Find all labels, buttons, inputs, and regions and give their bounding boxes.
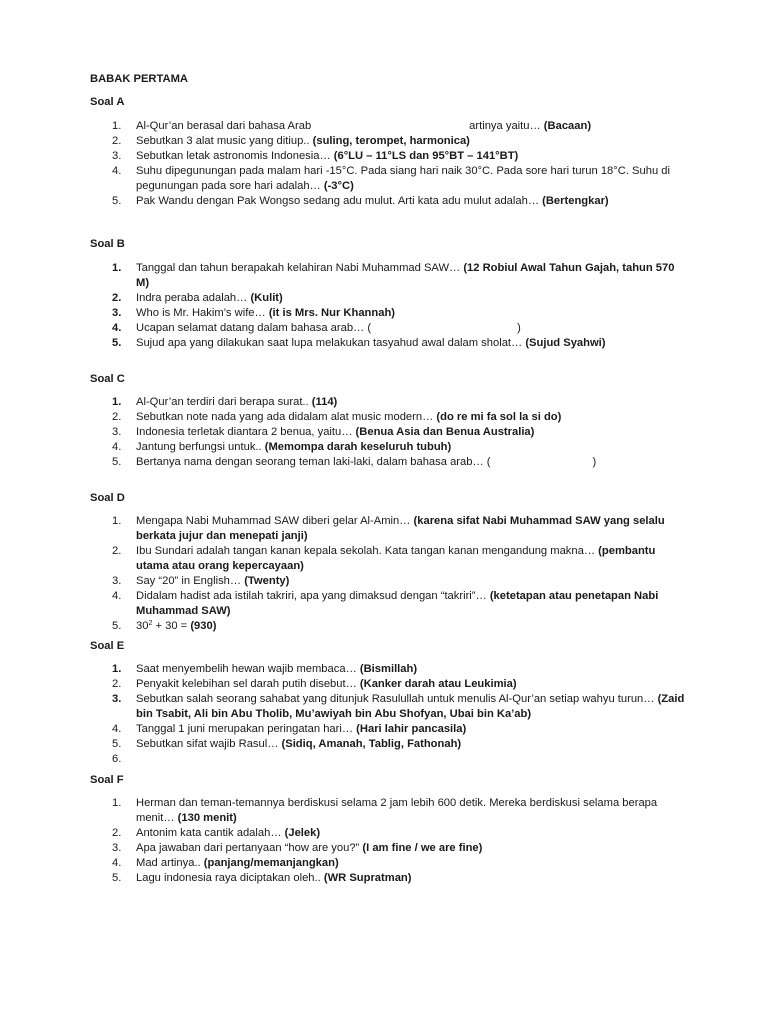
question-item [90, 119, 690, 134]
question-item [90, 261, 690, 291]
question-number: 4. [112, 723, 122, 735]
answer-text: (do re mi fa sol la si do) [436, 411, 562, 423]
answer-text: (ketetapan atau penetapan Nabi Muhammad SAW) [136, 590, 659, 617]
question-text: Who is Mr. Hakim’s wife… [136, 307, 266, 319]
question-item [90, 589, 690, 619]
answer-text: (-3°C) [323, 180, 354, 192]
question-text: Sebutkan letak astronomis Indonesia… [136, 150, 331, 162]
question-list-soal-a [90, 119, 690, 209]
question-number: 5. [112, 195, 122, 207]
question-text: Tanggal 1 juni merupakan peringatan hari… [136, 723, 354, 735]
answer-text: (it is Mrs. Nur Khannah) [268, 307, 396, 319]
answer-text: (Benua Asia dan Benua Australia) [355, 426, 535, 438]
question-text: Herman dan teman-temannya berdiskusi selama 2 jam lebih 600 detik. Mereka berdiskusi selama berapa menit… [136, 797, 658, 824]
question-item [90, 440, 690, 455]
question-number: 4. [112, 441, 122, 453]
question-number: 3. [112, 842, 122, 854]
section-heading-soal-a: Soal A [90, 96, 125, 108]
question-item [90, 164, 690, 194]
question-number: 5. [112, 738, 122, 750]
question-item [90, 336, 690, 351]
question-number: 2. [112, 292, 122, 304]
question-text: Ibu Sundari adalah tangan kanan kepala sekolah. Kata tangan kanan mengandung makna… [136, 545, 596, 557]
answer-text: (pembantu utama atau orang kepercayaan) [136, 545, 656, 572]
section-heading-soal-c: Soal C [90, 373, 125, 385]
question-number: 1. [112, 262, 122, 274]
question-text: Al-Qur’an berasal dari bahasa Arab [136, 120, 312, 132]
answer-text: (12 Robiul Awal Tahun Gajah, tahun 570 M) [136, 262, 675, 289]
answer-text: (Bismillah) [359, 663, 418, 675]
document-title: BABAK PERTAMA [90, 73, 188, 85]
question-text: Penyakit kelebihan sel darah putih disebut… [136, 678, 357, 690]
question-list-soal-c [90, 395, 690, 470]
question-text: ) [592, 456, 597, 468]
question-text: 30 [136, 620, 149, 632]
question-number: 2. [112, 135, 122, 147]
question-item [90, 722, 690, 737]
question-number: 5. [112, 337, 122, 349]
question-text: Sebutkan salah seorang sahabat yang ditunjuk Rasulullah untuk menulis Al-Qur’an setiap wahyu turun… [136, 693, 655, 705]
question-item [90, 796, 690, 826]
question-item [90, 544, 690, 574]
question-text: Say “20” in English… [136, 575, 242, 587]
question-list-soal-b [90, 261, 690, 351]
question-text: Mengapa Nabi Muhammad SAW diberi gelar Al-Amin… [136, 515, 411, 527]
question-item [90, 395, 690, 410]
answer-text: (Hari lahir pancasila) [356, 723, 467, 735]
question-text: Suhu dipegunungan pada malam hari -15°C. Pada siang hari naik 30°C. Pada sore hari turun 18°C. Suhu di pegunungan pada sore hari adalah… [136, 165, 670, 192]
question-item [90, 149, 690, 164]
question-item [90, 677, 690, 692]
question-number: 4. [112, 165, 122, 177]
answer-text: (Sujud Syahwi) [525, 337, 606, 349]
question-text: Apa jawaban dari pertanyaan “how are you?” [136, 842, 360, 854]
answer-text: (Zaid bin Tsabit, Ali bin Abu Tholib, Mu’awiyah bin Abu Shofyan, Ubai bin Ka’ab) [136, 693, 685, 720]
question-number: 3. [112, 693, 122, 705]
answer-text: (Sidiq, Amanah, Tablig, Fathonah) [281, 738, 462, 750]
question-text: Lagu indonesia raya diciptakan oleh.. [136, 872, 321, 884]
question-text: Mad artinya.. [136, 857, 201, 869]
question-item [90, 291, 690, 306]
question-text: + 30 = [155, 620, 188, 632]
question-text: ) [517, 322, 521, 334]
question-number: 1. [112, 120, 122, 132]
answer-text: (WR Supratman) [323, 872, 412, 884]
answer-text: (karena sifat Nabi Muhammad SAW yang selalu berkata jujur dan menepati janji) [136, 515, 665, 542]
answer-text: (Twenty) [244, 575, 290, 587]
question-number: 2. [112, 411, 122, 423]
question-number: 1. [112, 396, 122, 408]
question-item [90, 871, 690, 886]
question-number: 3. [112, 575, 122, 587]
question-text: Sebutkan sifat wajib Rasul… [136, 738, 279, 750]
question-text: artinya yaitu… [469, 120, 541, 132]
question-number: 2. [112, 545, 122, 557]
question-item [90, 134, 690, 149]
section-heading-soal-d: Soal D [90, 492, 125, 504]
question-number: 1. [112, 515, 122, 527]
question-number: 2. [112, 678, 122, 690]
answer-text: (Bacaan) [543, 120, 592, 132]
question-item [90, 619, 690, 634]
question-item [90, 574, 690, 589]
answer-text: (I am fine / we are fine) [362, 842, 483, 854]
question-number: 3. [112, 426, 122, 438]
question-number: 5. [112, 456, 122, 468]
question-number: 3. [112, 307, 122, 319]
superscript-exponent: 2 [148, 620, 153, 627]
question-number: 1. [112, 797, 122, 809]
question-text: Didalam hadist ada istilah takriri, apa yang dimaksud dengan “takriri”… [136, 590, 487, 602]
question-list-soal-e [90, 662, 690, 767]
answer-text: (panjang/memanjangkan) [203, 857, 339, 869]
question-text: Ucapan selamat datang dalam bahasa arab… ( [136, 322, 372, 334]
question-text: Saat menyembelih hewan wajib membaca… [136, 663, 357, 675]
question-item [90, 856, 690, 871]
section-heading-soal-b: Soal B [90, 238, 125, 250]
question-item [90, 455, 690, 470]
question-number: 4. [112, 322, 122, 334]
question-list-soal-f [90, 796, 690, 886]
question-number: 4. [112, 590, 122, 602]
section-heading-soal-f: Soal F [90, 774, 124, 786]
question-item [90, 194, 690, 209]
answer-text: (suling, terompet, harmonica) [312, 135, 470, 147]
answer-text: (930) [190, 620, 217, 632]
question-text: Antonim kata cantik adalah… [136, 827, 282, 839]
question-item [90, 321, 690, 336]
question-item [90, 425, 690, 440]
question-number: 3. [112, 150, 122, 162]
question-text: Tanggal dan tahun berapakah kelahiran Nabi Muhammad SAW… [136, 262, 461, 274]
answer-text: (Jelek) [284, 827, 321, 839]
question-text: Pak Wandu dengan Pak Wongso sedang adu mulut. Arti kata adu mulut adalah… [136, 195, 540, 207]
answer-text: (6°LU – 11°LS dan 95°BT – 141°BT) [333, 150, 519, 162]
question-item [90, 662, 690, 677]
question-item [90, 737, 690, 752]
section-heading-soal-e: Soal E [90, 640, 125, 652]
question-number: 5. [112, 620, 122, 632]
question-text: Sujud apa yang dilakukan saat lupa melakukan tasyahud awal dalam sholat… [136, 337, 523, 349]
question-item [90, 826, 690, 841]
question-number: 1. [112, 663, 122, 675]
question-text: Sebutkan note nada yang ada didalam alat music modern… [136, 411, 434, 423]
question-item [90, 410, 690, 425]
question-list-soal-d [90, 514, 690, 634]
question-item [90, 306, 690, 321]
question-number: 4. [112, 857, 122, 869]
answer-text: (Kulit) [250, 292, 283, 304]
question-text: Al-Qur’an terdiri dari berapa surat.. [136, 396, 309, 408]
question-number: 6. [112, 753, 122, 765]
answer-text: (130 menit) [177, 812, 237, 824]
question-text: Jantung berfungsi untuk.. [136, 441, 262, 453]
question-text: Indonesia terletak diantara 2 benua, yaitu… [136, 426, 353, 438]
question-item [90, 752, 690, 767]
question-item [90, 841, 690, 856]
question-item [90, 692, 690, 722]
answer-text: (Bertengkar) [542, 195, 609, 207]
answer-text: (114) [311, 396, 338, 408]
question-number: 5. [112, 872, 122, 884]
answer-text: (Kanker darah atau Leukimia) [359, 678, 517, 690]
question-number: 2. [112, 827, 122, 839]
question-item [90, 514, 690, 544]
question-text: Bertanya nama dengan seorang teman laki-laki, dalam bahasa arab… ( [136, 456, 491, 468]
question-text: Indra peraba adalah… [136, 292, 248, 304]
answer-text: (Memompa darah keseluruh tubuh) [264, 441, 452, 453]
question-text: Sebutkan 3 alat music yang ditiup.. [136, 135, 310, 147]
